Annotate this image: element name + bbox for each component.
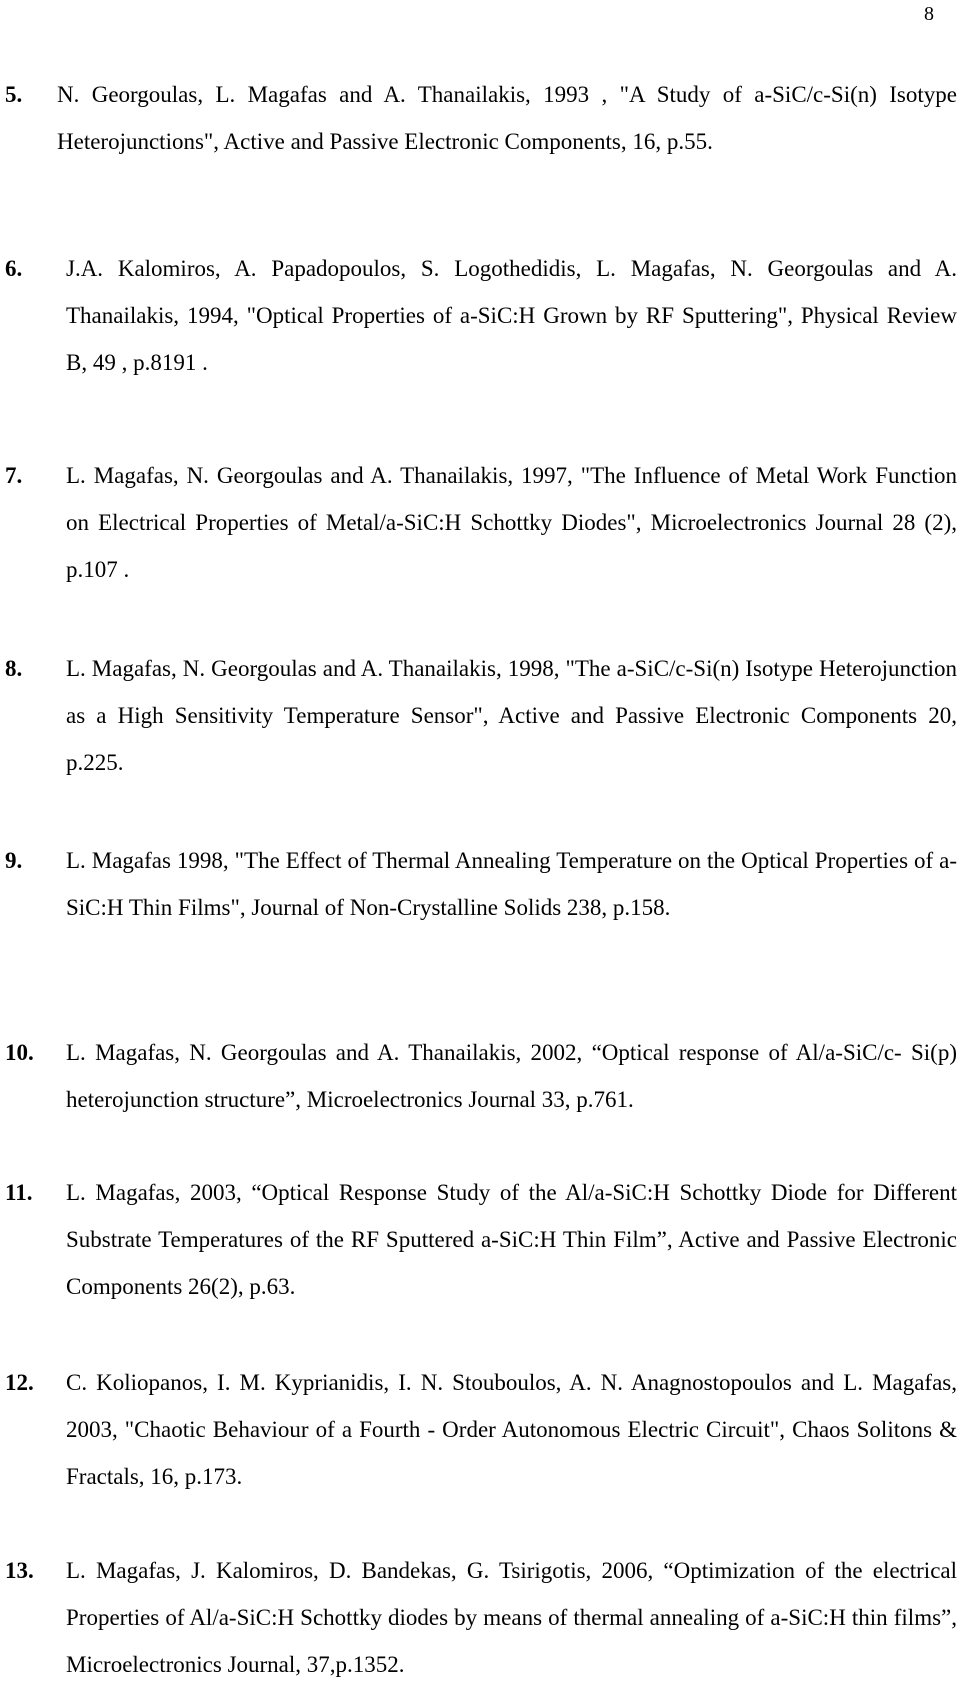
reference-text: L. Magafas, N. Georgoulas and A. Thanailakis, 2002, “Optical response of Al/a-SiC/c- Si(p) heterojunction structure”, Microelectronics Journal 33, p.761. — [66, 1040, 957, 1112]
reference-number: 7. — [5, 463, 23, 488]
reference-number: 6. — [5, 256, 23, 281]
reference-number: 13. — [5, 1558, 34, 1583]
page-number: 8 — [924, 3, 934, 25]
reference-text: L. Magafas, N. Georgoulas and A. Thanailakis, 1998, "The a-SiC/c-Si(n) Isotype Heterojunction as a High Sensitivity Temperature Sensor", Active and Passive Electronic Components 20, p.225. — [66, 656, 957, 775]
reference-number: 10. — [5, 1040, 34, 1065]
reference-text: L. Magafas, N. Georgoulas and A. Thanailakis, 1997, "The Influence of Metal Work Function on Electrical Properties of Metal/a-SiC:H Schottky Diodes", Microelectronics Journal 28 (2), p.107 . — [66, 463, 957, 582]
reference-text: C. Koliopanos, I. M. Kyprianidis, I. N. Stouboulos, A. N. Anagnostopoulos and L. Magafas, 2003, "Chaotic Behaviour of a Fourth - Order Autonomous Electric Circuit", Chaos Solitons & Fractals, 16, p.173. — [66, 1370, 957, 1489]
reference-number: 8. — [5, 656, 23, 681]
reference-number: 12. — [5, 1370, 34, 1395]
reference-number: 9. — [5, 848, 23, 873]
reference-text: L. Magafas 1998, "The Effect of Thermal Annealing Temperature on the Optical Properties of a-SiC:H Thin Films", Journal of Non-Crystalline Solids 238, p.158. — [66, 848, 957, 920]
reference-number: 11. — [5, 1180, 33, 1205]
reference-number: 5. — [5, 82, 23, 107]
reference-text: J.A. Kalomiros, A. Papadopoulos, S. Logothedidis, L. Magafas, N. Georgoulas and A. Thanailakis, 1994, "Optical Properties of a-SiC:H Grown by RF Sputtering", Physical Review B, 49 , p.8191 . — [66, 256, 957, 375]
reference-text: L. Magafas, J. Kalomiros, D. Bandekas, G. Tsirigotis, 2006, “Optimization of the electrical Properties of Al/a-SiC:H Schottky diodes by means of thermal annealing of a-SiC:H thin films”, Microelectronics Journal, 37,p.1352. — [66, 1558, 957, 1677]
reference-text: N. Georgoulas, L. Magafas and A. Thanailakis, 1993 , "A Study of a-SiC/c-Si(n) Isotype Heterojunctions", Active and Passive Electronic Components, 16, p.55. — [57, 82, 957, 154]
reference-text: L. Magafas, 2003, “Optical Response Study of the Al/a-SiC:H Schottky Diode for Different Substrate Temperatures of the RF Sputtered a-SiC:H Thin Film”, Active and Passive Electronic Components 26(2), p.63. — [66, 1180, 957, 1299]
